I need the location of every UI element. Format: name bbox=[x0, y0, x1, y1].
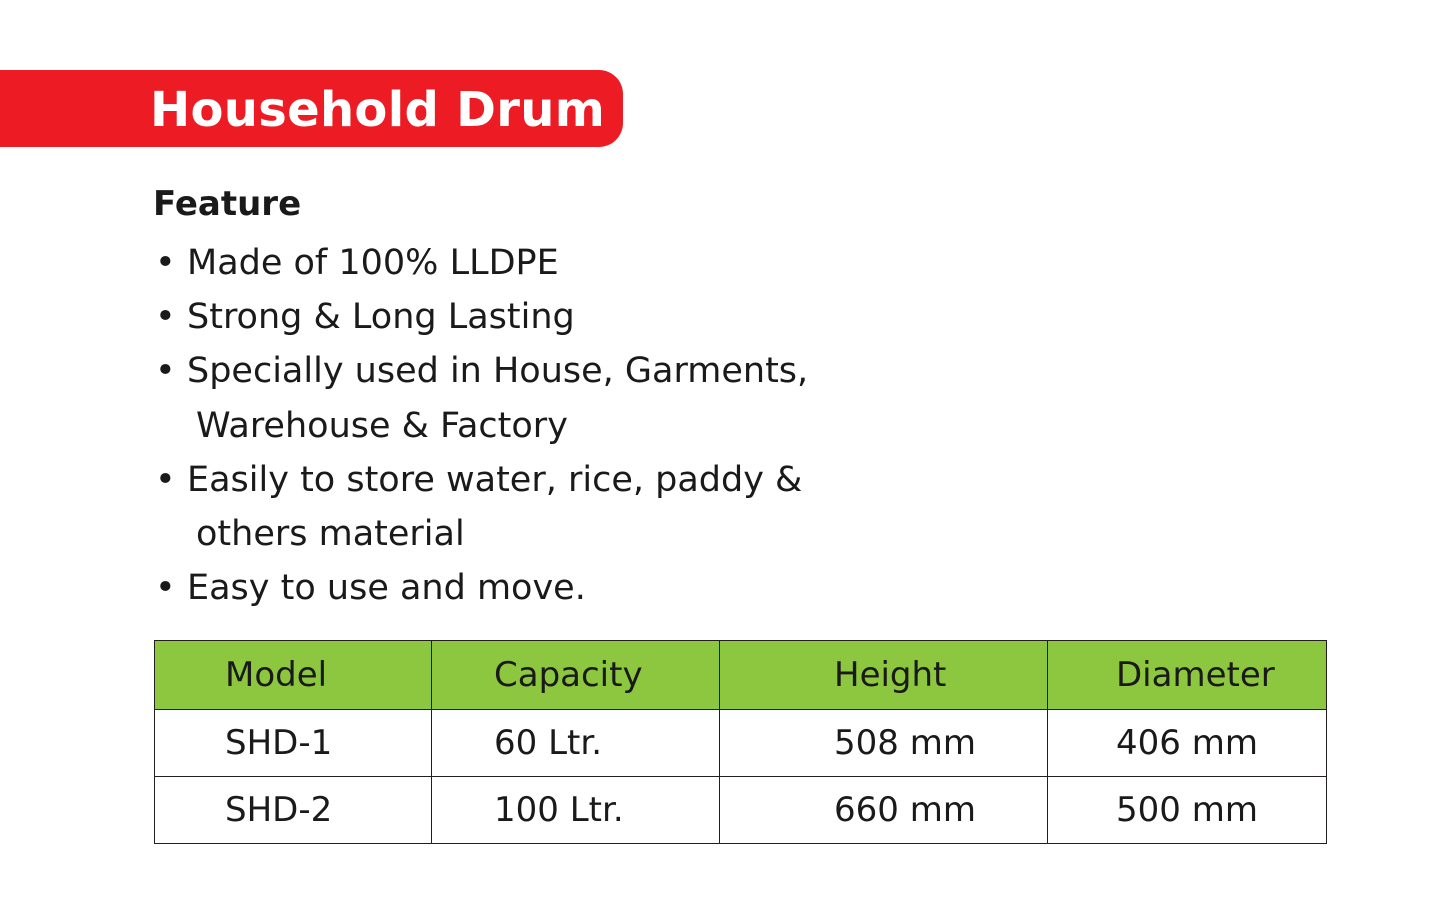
header-height: Height bbox=[720, 641, 1048, 710]
feature-item bbox=[155, 453, 808, 561]
feature-item bbox=[155, 290, 808, 344]
cell-diameter: 500 mm bbox=[1048, 777, 1327, 844]
header-model: Model bbox=[155, 641, 432, 710]
feature-text: Specially used in House, Garments, bbox=[187, 351, 809, 392]
cell-capacity: 100 Ltr. bbox=[432, 777, 720, 844]
table-header-row bbox=[155, 641, 1327, 710]
bullet-icon: • bbox=[155, 351, 176, 392]
table-row bbox=[155, 777, 1327, 844]
cell-height: 660 mm bbox=[720, 777, 1048, 844]
table-row bbox=[155, 710, 1327, 777]
cell-diameter: 406 mm bbox=[1048, 710, 1327, 777]
bullet-icon: • bbox=[155, 459, 176, 500]
cell-height: 508 mm bbox=[720, 710, 1048, 777]
feature-text: Made of 100% LLDPE bbox=[187, 243, 559, 283]
cell-capacity: 60 Ltr. bbox=[432, 710, 720, 777]
bullet-icon: • bbox=[155, 297, 176, 338]
feature-item bbox=[155, 561, 808, 615]
feature-text: Easily to store water, rice, paddy & bbox=[187, 459, 803, 500]
spec-table bbox=[154, 640, 1327, 844]
feature-text: Strong & Long Lasting bbox=[187, 297, 575, 338]
feature-item bbox=[155, 236, 808, 290]
feature-text-continued: Warehouse & Factory bbox=[196, 405, 568, 446]
feature-heading: Feature bbox=[153, 184, 302, 224]
page-title: Household Drum bbox=[150, 82, 606, 138]
feature-item bbox=[155, 344, 808, 452]
bullet-icon: • bbox=[155, 568, 176, 609]
bullet-icon: • bbox=[155, 243, 176, 283]
cell-model: SHD-1 bbox=[155, 710, 432, 777]
header-diameter: Diameter bbox=[1048, 641, 1327, 710]
feature-list bbox=[155, 236, 808, 615]
feature-text: Easy to use and move. bbox=[187, 568, 586, 609]
feature-text-continued: others material bbox=[196, 514, 465, 555]
cell-model: SHD-2 bbox=[155, 777, 432, 844]
title-banner bbox=[0, 70, 623, 147]
header-capacity: Capacity bbox=[432, 641, 720, 710]
